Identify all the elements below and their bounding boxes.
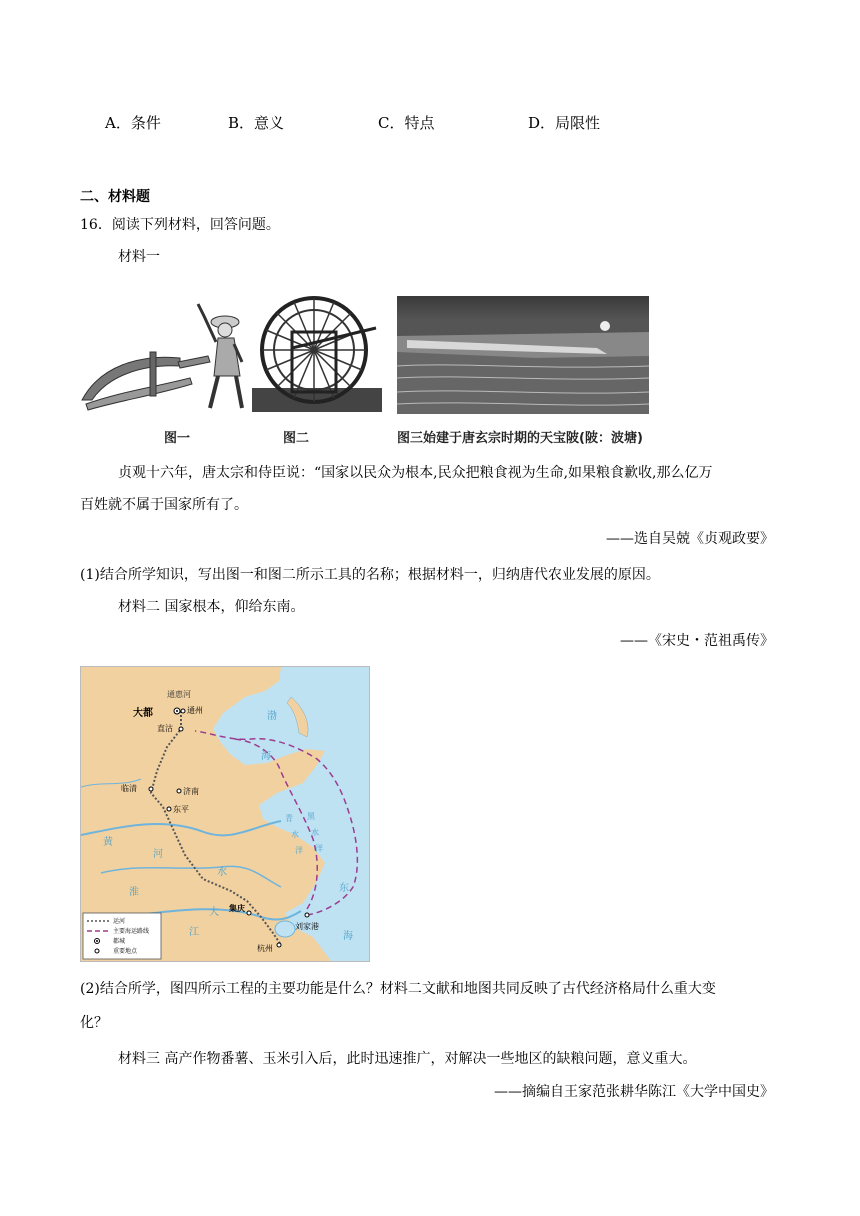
map-label-linqing: 临清 <box>121 784 137 793</box>
map-water-yang: 洋 <box>295 846 303 855</box>
map-water-huang: 黄 <box>103 837 113 848</box>
question-16-prompt: 16．阅读下列材料，回答问题。 <box>80 217 280 233</box>
map-water-hei: 黑 <box>307 812 315 821</box>
map-water-yang2: 洋 <box>315 844 323 853</box>
map-label-hangzhou: 杭州 <box>257 944 273 953</box>
figure3-caption: 图三始建于唐玄宗时期的天宝陂(陂：波塘) <box>397 431 643 446</box>
material1-source: ——选自吴兢《贞观政要》 <box>606 531 774 547</box>
map-water-shui2: 水 <box>291 830 299 839</box>
figure-plough-image <box>80 296 250 414</box>
choice-c: C．特点 <box>378 114 435 132</box>
subquestion-2-line2: 化？ <box>80 1015 108 1031</box>
map-water-shui: 水 <box>217 867 227 878</box>
figure1-caption: 图一 <box>164 431 191 446</box>
map-water-huai: 淮 <box>129 887 139 898</box>
map-water-jiang: 江 <box>189 927 199 938</box>
map-label-zhigu: 直沽 <box>157 724 173 733</box>
material3-source: ——摘编自王家范张耕华陈江《大学中国史》 <box>494 1084 774 1100</box>
map-water-da: 大 <box>209 907 219 918</box>
section-title: 二、材料题 <box>80 189 150 205</box>
choice-b: B．意义 <box>228 114 285 132</box>
map-water-bo: 渤 <box>267 711 277 722</box>
canal-map <box>80 666 370 962</box>
map-label-tonghuihe: 通惠河 <box>167 690 191 699</box>
map-water-he: 河 <box>153 849 163 860</box>
subquestion-1: (1)结合所学知识，写出图一和图二所示工具的名称；根据材料一，归纳唐代农业发展的原因。 <box>80 567 660 583</box>
figure2-caption: 图二 <box>283 431 310 446</box>
map-water-dong: 东 <box>339 883 349 894</box>
material1-quote-line1: 贞观十六年，唐太宗和侍臣说：“国家以民众为根本,民众把粮食视为生命,如果粮食歉收,那么亿万 <box>118 465 713 481</box>
map-legend-canal: 运河 <box>113 918 126 925</box>
material1-quote-line2: 百姓就不属于国家所有了。 <box>80 497 248 513</box>
map-label-tongzhou: 通州 <box>187 706 203 715</box>
map-water-shui3: 水 <box>311 828 319 837</box>
map-water-hai: 海 <box>261 751 271 762</box>
map-legend-place: 重要地点 <box>113 948 138 955</box>
map-water-qing: 青 <box>285 814 293 823</box>
material1-label: 材料一 <box>118 249 160 265</box>
map-label-dadu: 大都 <box>133 708 153 719</box>
map-label-jiqing: 集庆 <box>229 904 245 913</box>
figure-waterwheel-image <box>252 292 382 412</box>
map-legend-capital: 都城 <box>113 938 126 945</box>
material3-text: 材料三 高产作物番薯、玉米引入后，此时迅速推广，对解决一些地区的缺粮问题，意义重大。 <box>118 1051 697 1067</box>
figure-weir-photo <box>397 296 649 414</box>
map-legend-sea-route: 主要海运路线 <box>113 928 150 935</box>
map-water-hai2: 海 <box>343 931 353 942</box>
choice-a: A．条件 <box>105 114 161 132</box>
map-label-liujiagang: 刘家港 <box>295 922 319 931</box>
map-label-dongping: 东平 <box>173 805 189 814</box>
material2-text: 材料二 国家根本，仰给东南。 <box>118 599 305 615</box>
material2-source: ——《宋史・范祖禹传》 <box>620 633 774 649</box>
subquestion-2-line1: (2)结合所学，图四所示工程的主要功能是什么？材料二文献和地图共同反映了古代经济格局什么重大变 <box>80 981 716 997</box>
choice-d: D．局限性 <box>528 114 601 132</box>
map-label-jinan: 济南 <box>183 787 199 796</box>
